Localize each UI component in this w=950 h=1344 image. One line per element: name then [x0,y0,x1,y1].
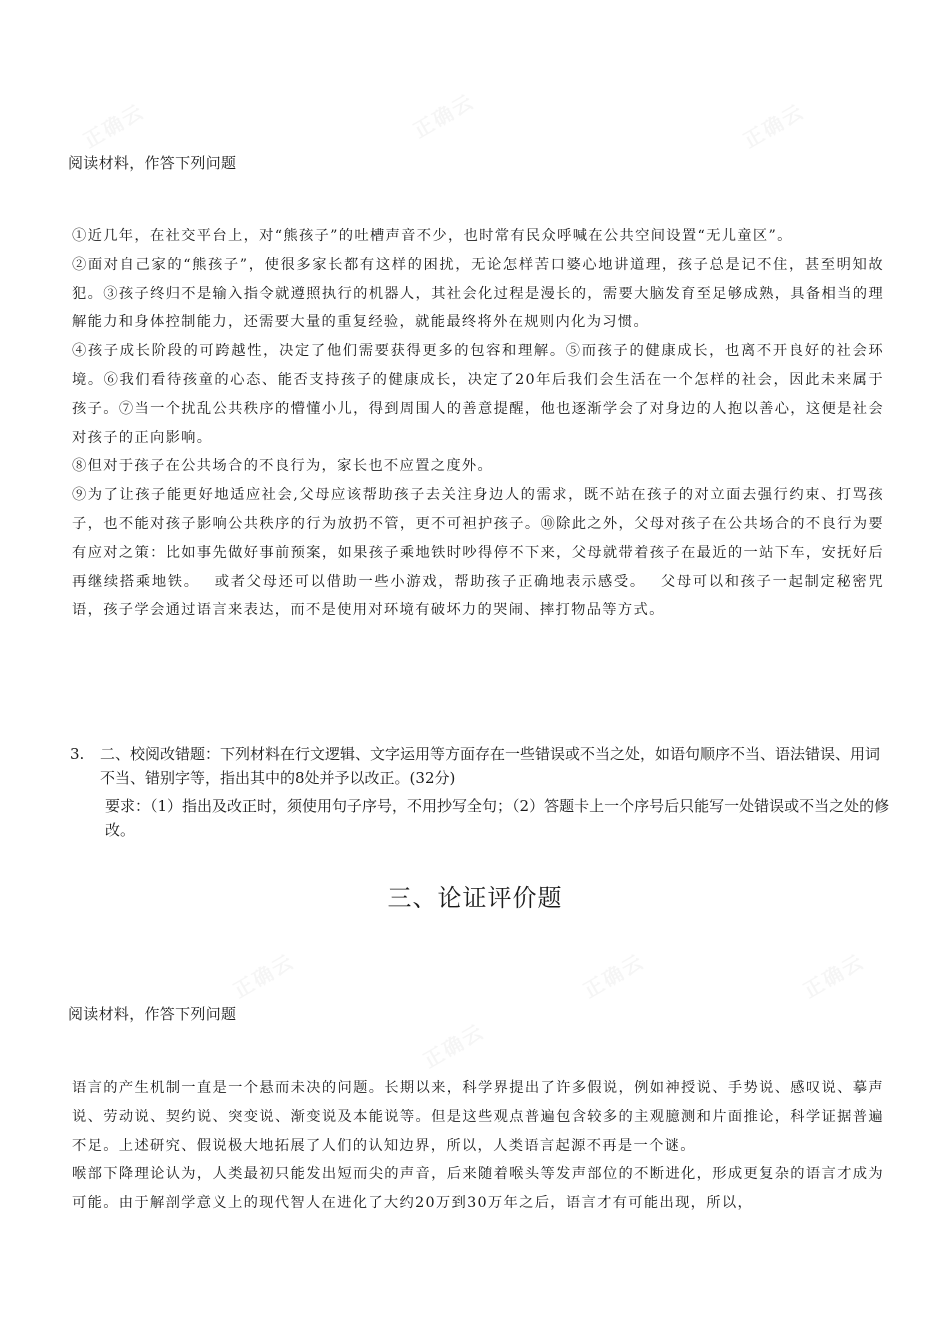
passage-paragraph: ⑧但对于孩子在公共场合的不良行为，家长也不应置之度外。 [72,458,494,475]
passage-paragraph: 语言的产生机制一直是一个悬而未决的问题。长期以来，科学界提出了许多假说，例如神授说、手势说、感叹说、摹声说、劳动说、契约说、突变说、渐变说及本能说等。但是这些观点普遍包含较多的主观臆测和片面推论，科学证据普遍不足。上述研究、假说极大地拓展了人们的认知边界，所以，人类语言起源不再是一个谜。 [72,1080,884,1154]
watermark: 正确云 [739,98,809,153]
passage-paragraph: ④孩子成长阶段的可跨越性，决定了他们需要获得更多的包容和理解。⑤而孩子的健康成长，也离不开良好的社会环境。⑥我们看待孩童的心态、能否支持孩子的健康成长，决定了20年后我们会生活在一个怎样的社会，因此未来属于孩子。⑦当一个扰乱公共秩序的懵懂小儿，得到周围人的善意提醒，他也逐渐学会了对身边的人抱以善心，这便是社会对孩子的正向影响。 [72,343,884,446]
section1-lead: 阅读材料，作答下列问题 [68,154,237,172]
passage-paragraph: 喉部下降理论认为，人类最初只能发出短而尖的声音，后来随着喉头等发声部位的不断进化，形成更复杂的语言才成为可能。由于解剖学意义上的现代智人在进化了大约20万到30万年之后，语言才有可能出现，所以， [72,1166,884,1212]
section3-passage [72,1074,884,1218]
passage-paragraph: ⑨为了让孩子能更好地适应社会,父母应该帮助孩子去关注身边人的需求，既不站在孩子的对立面去强行约束、打骂孩子，也不能对孩子影响公共秩序的行为放扔不管，更不可袒护孩子。⑩除此之外，父母对孩子在公共场合的不良行为要有应对之策：比如事先做好事前预案，如果孩子乘地铁时吵得停不下来，父母就带着孩子在最近的一站下车，安抚好后再继续搭乘地铁。 或者父母还可以借助一些小游戏，帮助孩子正确地表示感受。 父母可以和孩子一起制定秘密咒语，孩子学会通过语言来表达，而不是使用对环境有破坏力的哭闹、摔打物品等方式。 [72,487,884,619]
watermark: 正确云 [579,948,649,1003]
watermark: 正确云 [79,98,149,153]
section1-passage [72,222,884,625]
question-3 [70,742,890,842]
passage-paragraph: ②面对自己家的“熊孩子”，使很多家长都有这样的困扰，无论怎样苦口婆心地讲道理，孩子总是记不住，甚至明知故犯。③孩子终归不是输入指令就遵照执行的机器人，其社会化过程是漫长的，需要大脑发育至足够成熟，具备相当的理解能力和身体控制能力，还需要大量的重复经验，就能最终将外在规则内化为习惯。 [72,256,884,331]
section3-lead: 阅读材料，作答下列问题 [68,1005,237,1023]
watermark: 正确云 [409,88,479,143]
question-requirement: 要求：（1）指出及改正时，须使用句子序号，不用抄写全句；（2）答题卡上一个序号后只能写一处错误或不当之处的修改。 [105,797,890,839]
section-title: 三、论证评价题 [387,884,563,912]
watermark: 正确云 [799,948,869,1003]
question-text: 二、校阅改错题：下列材料在行文逻辑、文字运用等方面存在一些错误或不当之处，如语句顺序不当、语法错误、用词不当、错别字等，指出其中的8处并予以改正。(32分) [100,745,881,787]
watermark: 正确云 [229,948,299,1003]
watermark: 正确云 [419,1018,489,1073]
question-number: 3. [70,745,85,763]
passage-paragraph: ①近几年，在社交平台上，对“熊孩子”的吐槽声音不少，也时常有民众呼喊在公共空间设置“无儿童区”。 [72,228,793,244]
